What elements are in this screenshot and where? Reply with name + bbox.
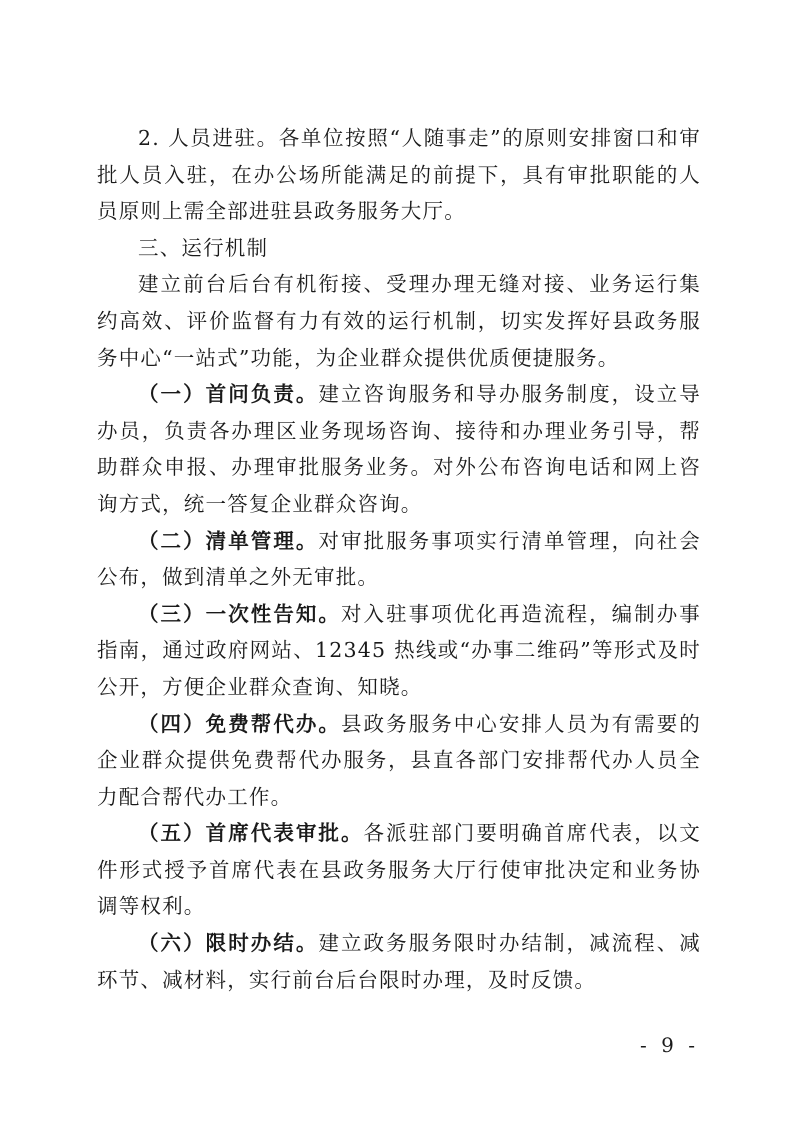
- paragraph-text: 各派驻部门要明确首席代表，以文件形式授予首席代表在县政务服务大厅行使审批决定和业务协调等权利。: [97, 821, 702, 919]
- document-body: [97, 120, 701, 998]
- paragraph-text: 2. 人员进驻。各单位按照“人随事走”的原则安排窗口和审批人员入驻，在办公场所能满足的前提下，具有审批职能的人员原则上需全部进驻县政务服务大厅。: [97, 126, 701, 224]
- paragraph-text: 对入驻事项优化再造流程，编制办事指南，通过政府网站、12345 热线或“办事二维码”等形式及时公开，方便企业群众查询、知晓。: [97, 601, 701, 699]
- paragraph-list-management: [97, 523, 701, 596]
- paragraph-text: 县政务服务中心安排人员为有需要的企业群众提供免费帮代办服务，县直各部门安排帮代办人员全力配合帮代办工作。: [97, 711, 701, 809]
- paragraph-lead: （二）清单管理。: [138, 528, 319, 553]
- paragraph-text: 建立政务服务限时办结制，减流程、减环节、减材料，实行前台后台限时办理，及时反馈。: [97, 931, 701, 992]
- paragraph-one-time-notice: [97, 596, 701, 706]
- paragraph-lead: （四）免费帮代办。: [138, 711, 341, 736]
- page-number: - 9 -: [640, 1033, 699, 1057]
- paragraph-lead: （一）首问负责。: [138, 382, 319, 407]
- paragraph-staff-stationing: [97, 120, 701, 230]
- paragraph-text: 建立前台后台有机衔接、受理办理无缝对接、业务运行集约高效、评价监督有力有效的运行机制，切实发挥好县政务服务中心“一站式”功能，为企业群众提供优质便捷服务。: [97, 272, 701, 370]
- paragraph-time-limit: [97, 925, 701, 998]
- paragraph-mechanism-intro: [97, 266, 701, 376]
- paragraph-chief-representative: [97, 815, 701, 925]
- paragraph-first-inquiry: [97, 376, 701, 522]
- paragraph-lead: （三）一次性告知。: [138, 601, 341, 626]
- paragraph-lead: （五）首席代表审批。: [138, 821, 364, 846]
- paragraph-free-agency: [97, 706, 701, 816]
- paragraph-text: 建立咨询服务和导办服务制度，设立导办员，负责各办理区业务现场咨询、接待和办理业务引导，帮助群众申报、办理审批服务业务。对外公布咨询电话和网上咨询方式，统一答复企业群众咨询。: [97, 382, 701, 516]
- section-heading-operating-mechanism: [97, 230, 701, 267]
- paragraph-lead: （六）限时办结。: [138, 931, 319, 956]
- paragraph-text: 对审批服务事项实行清单管理，向社会公布，做到清单之外无审批。: [97, 528, 701, 590]
- heading-text: 三、运行机制: [138, 235, 269, 260]
